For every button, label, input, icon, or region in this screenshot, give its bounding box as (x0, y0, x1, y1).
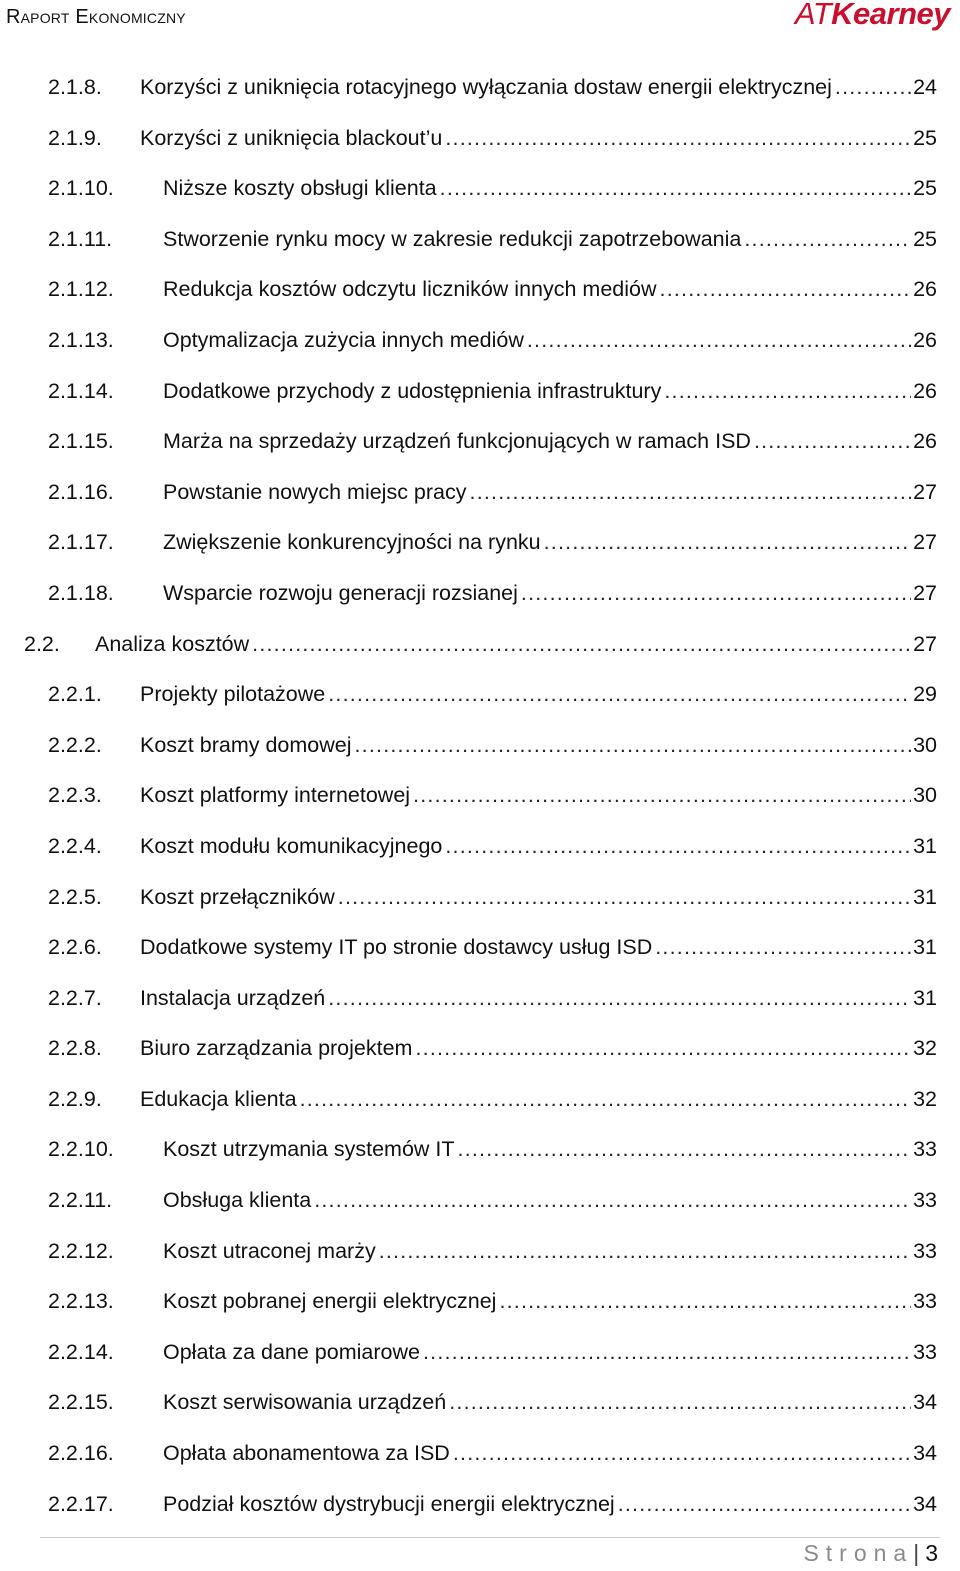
toc-entry[interactable] (0, 922, 960, 973)
toc-entry-title: Koszt bramy domowej (140, 732, 352, 757)
toc-entry[interactable] (0, 1175, 960, 1226)
toc-entry-number: 2.1.9. (48, 125, 102, 150)
toc-entry[interactable] (0, 62, 960, 113)
table-of-contents (0, 62, 960, 1529)
toc-entry-page: 26 (913, 429, 937, 454)
toc-entry-page: 34 (913, 1390, 937, 1415)
toc-entry-title: Marża na sprzedaży urządzeń funkcjonujących w ramach ISD (163, 429, 751, 454)
toc-entry-line (140, 770, 937, 821)
toc-entry-title: Analiza kosztów (95, 631, 250, 656)
toc-entry-number: 2.2.8. (48, 1036, 102, 1061)
toc-entry-number: 2.2.9. (48, 1086, 102, 1111)
toc-entry[interactable] (0, 1479, 960, 1530)
page-footer (803, 1540, 938, 1567)
toc-leader-dots (660, 264, 912, 315)
toc-entry-number: 2.2.10. (48, 1137, 114, 1162)
toc-entry-page: 31 (913, 884, 937, 909)
toc-entry[interactable] (0, 467, 960, 518)
toc-entry-title: Optymalizacja zużycia innych mediów (163, 327, 524, 352)
toc-leader-dots (440, 163, 911, 214)
toc-entry[interactable] (0, 1023, 960, 1074)
toc-leader-dots (379, 1226, 911, 1277)
toc-leader-dots (252, 619, 911, 670)
toc-entry[interactable] (0, 770, 960, 821)
toc-entry-number: 2.2.14. (48, 1339, 114, 1364)
toc-entry[interactable] (0, 1074, 960, 1125)
toc-entry[interactable] (0, 264, 960, 315)
toc-entry-page: 27 (913, 479, 937, 504)
toc-entry-line (163, 467, 937, 518)
toc-leader-dots (655, 922, 911, 973)
toc-entry-line (163, 315, 937, 366)
toc-entry[interactable] (0, 1226, 960, 1277)
logo-at: AT (794, 0, 832, 31)
toc-entry-title: Edukacja klienta (140, 1086, 297, 1111)
toc-entry-page: 31 (913, 935, 937, 960)
toc-leader-dots (664, 366, 911, 417)
toc-entry-number: 2.2.12. (48, 1238, 114, 1263)
toc-entry-page: 30 (913, 783, 937, 808)
toc-entry-number: 2.2.1. (48, 682, 102, 707)
toc-entry-line (163, 366, 937, 417)
toc-entry-title: Koszt platformy internetowej (140, 783, 411, 808)
toc-entry-title: Koszt pobranej energii elektrycznej (163, 1289, 497, 1314)
toc-entry-page: 33 (913, 1238, 937, 1263)
toc-entry-title: Wsparcie rozwoju generacji rozsianej (163, 580, 518, 605)
toc-entry-number: 2.2.5. (48, 884, 102, 909)
toc-entry-page: 33 (913, 1289, 937, 1314)
toc-leader-dots (499, 1276, 911, 1327)
toc-leader-dots (453, 1428, 911, 1479)
toc-entry[interactable] (0, 214, 960, 265)
toc-leader-dots (835, 62, 911, 113)
toc-entry[interactable] (0, 163, 960, 214)
toc-entry-title: Koszt utrzymania systemów IT (163, 1137, 455, 1162)
toc-entry-title: Koszt utraconej marży (163, 1238, 376, 1263)
toc-entry-number: 2.2. (24, 631, 60, 656)
toc-entry-line (163, 163, 937, 214)
toc-leader-dots (338, 872, 911, 923)
toc-entry-line (163, 264, 937, 315)
toc-entry-number: 2.1.11. (48, 226, 113, 251)
toc-entry-title: Opłata za dane pomiarowe (163, 1339, 420, 1364)
toc-entry-page: 27 (913, 631, 937, 656)
toc-entry-number: 2.1.15. (48, 429, 114, 454)
toc-entry-line (140, 62, 937, 113)
toc-entry-line (163, 1124, 937, 1175)
toc-entry-title: Koszt przełączników (140, 884, 335, 909)
toc-leader-dots (314, 1175, 911, 1226)
toc-leader-dots (328, 669, 911, 720)
toc-entry-page: 26 (913, 277, 937, 302)
toc-entry-page: 32 (913, 1086, 937, 1111)
toc-entry-line (163, 1428, 937, 1479)
toc-entry-page: 25 (913, 125, 937, 150)
footer-page-label: Strona (803, 1540, 914, 1566)
toc-entry-line (163, 1327, 937, 1378)
toc-entry-title: Obsługa klienta (163, 1188, 312, 1213)
toc-entry[interactable] (0, 113, 960, 164)
toc-entry[interactable] (0, 315, 960, 366)
toc-entry-line (163, 517, 937, 568)
toc-entry-number: 2.2.2. (48, 732, 102, 757)
toc-entry-title: Niższe koszty obsługi klienta (163, 176, 437, 201)
toc-leader-dots (618, 1479, 911, 1530)
toc-entry-number: 2.1.18. (48, 580, 114, 605)
toc-entry-line (140, 669, 937, 720)
toc-entry[interactable] (0, 416, 960, 467)
toc-entry[interactable] (0, 568, 960, 619)
toc-leader-dots (423, 1327, 911, 1378)
toc-entry-page: 33 (913, 1339, 937, 1364)
toc-entry-page: 32 (913, 1036, 937, 1061)
toc-entry[interactable] (0, 619, 960, 670)
toc-entry-title: Zwiększenie konkurencyjności na rynku (163, 530, 541, 555)
logo-name: Kearney (831, 0, 950, 31)
toc-entry-title: Koszt serwisowania urządzeń (163, 1390, 447, 1415)
toc-leader-dots (300, 1074, 912, 1125)
toc-entry-title: Dodatkowe przychody z udostępnienia infrastruktury (163, 378, 662, 403)
toc-entry-line (140, 1023, 937, 1074)
toc-entry-number: 2.1.14. (48, 378, 114, 403)
toc-entry-title: Redukcja kosztów odczytu liczników innych mediów (163, 277, 657, 302)
toc-entry-number: 2.2.3. (48, 783, 102, 808)
toc-entry-line (140, 872, 937, 923)
toc-entry-line (163, 1479, 937, 1530)
toc-entry-number: 2.2.6. (48, 935, 102, 960)
toc-entry-title: Stworzenie rynku mocy w zakresie redukcji zapotrzebowania (163, 226, 742, 251)
toc-entry-number: 2.1.16. (48, 479, 114, 504)
toc-entry[interactable] (0, 1377, 960, 1428)
toc-entry-page: 26 (913, 378, 937, 403)
report-title: Raport Ekonomiczny (6, 6, 186, 28)
toc-entry-line (140, 821, 937, 872)
toc-entry-page: 27 (913, 580, 937, 605)
toc-entry[interactable] (0, 973, 960, 1024)
toc-leader-dots (413, 770, 911, 821)
toc-entry-number: 2.2.16. (48, 1441, 114, 1466)
toc-entry-number: 2.1.8. (48, 75, 102, 99)
toc-entry-page: 31 (913, 985, 937, 1010)
toc-leader-dots (744, 214, 911, 265)
toc-entry-line (163, 1377, 937, 1428)
toc-leader-dots (458, 1124, 912, 1175)
toc-entry-line (163, 214, 937, 265)
toc-leader-dots (470, 467, 912, 518)
toc-entry[interactable] (0, 1327, 960, 1378)
toc-entry-page: 24 (913, 75, 937, 99)
toc-entry-page: 25 (913, 176, 937, 201)
toc-entry[interactable] (0, 366, 960, 417)
toc-entry[interactable] (0, 1428, 960, 1479)
toc-leader-dots (445, 113, 911, 164)
page-header (0, 0, 960, 40)
toc-entry-number: 2.1.13. (48, 327, 114, 352)
toc-leader-dots (527, 315, 911, 366)
toc-entry-line (163, 568, 937, 619)
toc-entry-page: 29 (913, 682, 937, 707)
toc-entry-line (140, 1074, 937, 1125)
toc-entry-title: Projekty pilotażowe (140, 682, 326, 707)
toc-entry-number: 2.2.11. (48, 1188, 113, 1213)
toc-entry-number: 2.2.4. (48, 833, 102, 858)
toc-entry-line (95, 619, 937, 670)
toc-entry-page: 31 (913, 833, 937, 858)
toc-entry-title: Korzyści z uniknięcia blackout’u (140, 125, 443, 150)
toc-entry-line (163, 1175, 937, 1226)
toc-entry-title: Korzyści z uniknięcia rotacyjnego wyłączania dostaw energii elektrycznej (140, 75, 832, 99)
toc-entry-page: 26 (913, 327, 937, 352)
toc-leader-dots (521, 568, 911, 619)
toc-entry-line (163, 1276, 937, 1327)
toc-leader-dots (355, 720, 912, 771)
toc-entry-line (140, 113, 937, 164)
toc-entry-number: 2.2.7. (48, 985, 102, 1010)
toc-entry-number: 2.1.12. (48, 277, 114, 302)
toc-leader-dots (544, 517, 911, 568)
toc-entry-number: 2.1.17. (48, 530, 114, 555)
toc-entry-page: 34 (913, 1491, 937, 1516)
toc-entry-line (140, 922, 937, 973)
toc-entry-line (163, 1226, 937, 1277)
toc-entry-page: 27 (913, 530, 937, 555)
toc-entry-number: 2.2.15. (48, 1390, 114, 1415)
toc-entry-title: Powstanie nowych miejsc pracy (163, 479, 467, 504)
toc-entry-line (163, 416, 937, 467)
toc-entry-line (140, 973, 937, 1024)
toc-entry-page: 25 (913, 226, 937, 251)
toc-entry[interactable] (0, 517, 960, 568)
toc-entry-page: 34 (913, 1441, 937, 1466)
toc-entry-title: Biuro zarządzania projektem (140, 1036, 413, 1061)
toc-leader-dots (328, 973, 911, 1024)
toc-entry-title: Koszt modułu komunikacyjnego (140, 833, 443, 858)
toc-entry[interactable] (0, 1276, 960, 1327)
footer-separator: | (913, 1540, 920, 1566)
toc-leader-dots (449, 1377, 911, 1428)
toc-leader-dots (415, 1023, 911, 1074)
toc-entry-title: Opłata abonamentowa za ISD (163, 1441, 450, 1466)
toc-entry[interactable] (0, 1124, 960, 1175)
toc-entry-number: 2.2.13. (48, 1289, 114, 1314)
toc-entry-page: 33 (913, 1188, 937, 1213)
toc-entry-title: Dodatkowe systemy IT po stronie dostawcy usług ISD (140, 935, 653, 960)
toc-entry[interactable] (0, 821, 960, 872)
toc-entry-number: 2.2.17. (48, 1491, 114, 1516)
toc-entry-line (140, 720, 937, 771)
footer-divider (40, 1537, 940, 1538)
toc-entry-page: 33 (913, 1137, 937, 1162)
atkearney-logo (795, 0, 950, 32)
toc-entry-title: Instalacja urządzeń (140, 985, 326, 1010)
toc-entry-title: Podział kosztów dystrybucji energii elektrycznej (163, 1491, 615, 1516)
toc-entry[interactable] (0, 669, 960, 720)
toc-entry-number: 2.1.10. (48, 176, 114, 201)
toc-entry[interactable] (0, 720, 960, 771)
footer-page-number: 3 (925, 1540, 938, 1566)
toc-leader-dots (445, 821, 911, 872)
toc-leader-dots (754, 416, 911, 467)
toc-entry-page: 30 (913, 732, 937, 757)
toc-entry[interactable] (0, 872, 960, 923)
